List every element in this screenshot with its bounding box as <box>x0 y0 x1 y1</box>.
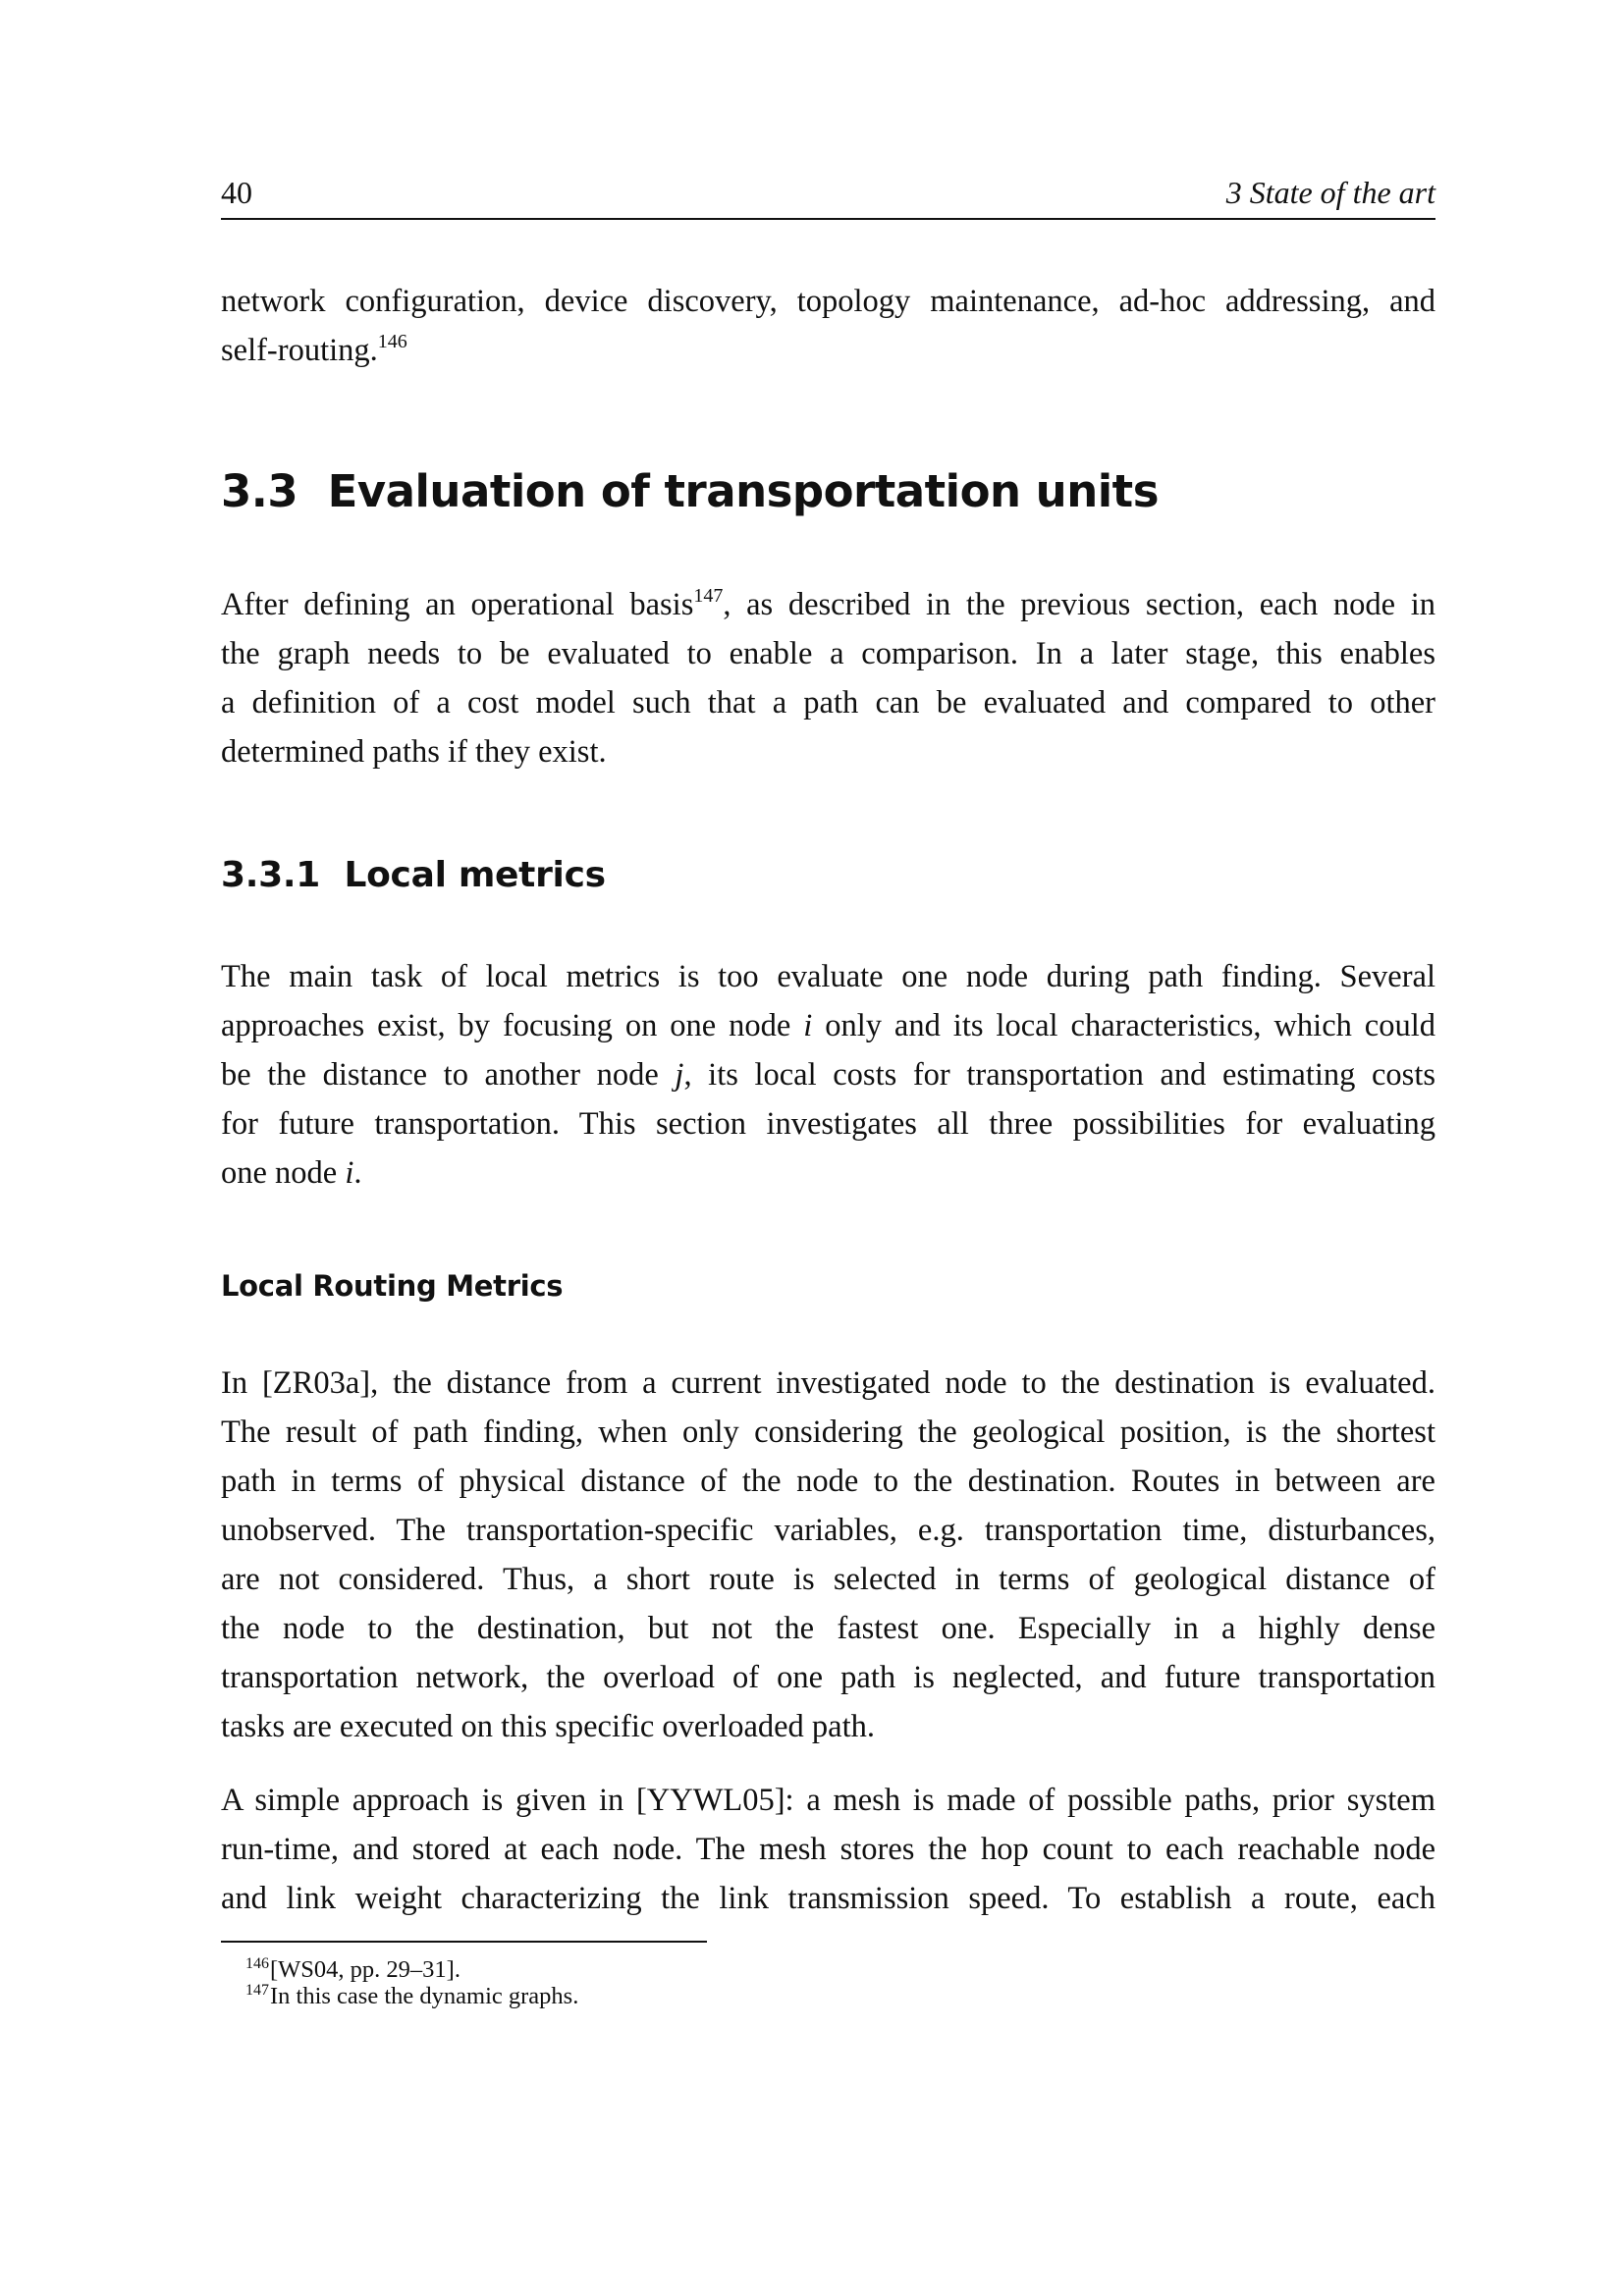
footnote-text: In this case the dynamic graphs. <box>270 1983 579 2009</box>
section-number: 3.3 <box>221 465 298 517</box>
text-run: only and its local characteristics, which could <box>812 1008 1436 1043</box>
footnote-number: 147 <box>245 1982 269 1999</box>
footnote-ref[interactable]: 147 <box>693 585 724 607</box>
math-variable: i <box>803 1008 813 1043</box>
footnote-rule <box>221 1941 707 1943</box>
text-line: transportation network, the overload of one path is neglected, and future transportation <box>221 1660 1435 1695</box>
footnote-text: [WS04, pp. 29–31]. <box>270 1956 460 1983</box>
text-line <box>221 1148 1435 1198</box>
text-run: , its local costs for transportation and estimating costs <box>683 1057 1435 1093</box>
text-run: be the distance to another node <box>221 1057 676 1093</box>
text-line: The main task of local metrics is too evaluate one node during path finding. Several <box>221 959 1435 994</box>
text-line: In [ZR03a], the distance from a current investigated node to the destination is evaluated. <box>221 1365 1435 1401</box>
text-line: the node to the destination, but not the fastest one. Especially in a highly dense <box>221 1611 1435 1646</box>
text-line: path in terms of physical distance of the node to the destination. Routes in between are <box>221 1464 1435 1499</box>
paragraph-heading: Local Routing Metrics <box>221 1269 564 1303</box>
footnote-146 <box>245 1956 1129 1983</box>
text-line <box>221 580 1435 629</box>
math-variable: i <box>345 1155 354 1191</box>
math-variable: j <box>675 1057 684 1093</box>
text-run: one node <box>221 1155 346 1191</box>
body-paragraph <box>221 1776 1435 1923</box>
running-head <box>221 175 1435 214</box>
text-line <box>221 326 1435 375</box>
text-run: approaches exist, by focusing on one node <box>221 1008 804 1043</box>
text-line: run-time, and stored at each node. The mesh stores the hop count to each reachable node <box>221 1832 1435 1867</box>
text-line <box>221 1050 1435 1099</box>
subsection-intro-paragraph <box>221 952 1435 1198</box>
text-line: tasks are executed on this specific overloaded path. <box>221 1709 875 1744</box>
text-line: determined paths if they exist. <box>221 734 607 770</box>
text-run: . <box>353 1155 362 1191</box>
footnotes <box>245 1956 1129 2009</box>
subsection-title: Local metrics <box>344 855 606 895</box>
subsection-number: 3.3.1 <box>221 855 320 895</box>
continuation-paragraph <box>221 277 1435 375</box>
text-line: for future transportation. This section investigates all three possibilities for evaluating <box>221 1106 1435 1142</box>
chapter-title: 3 State of the art <box>1225 175 1435 210</box>
body-paragraph <box>221 1359 1435 1751</box>
text-line: A simple approach is given in [YYWL05]: a mesh is made of possible paths, prior system <box>221 1783 1435 1818</box>
footnote-number: 146 <box>245 1955 269 1972</box>
section-title: Evaluation of transportation units <box>327 465 1159 517</box>
section-intro-paragraph <box>221 580 1435 776</box>
text-line: and link weight characterizing the link transmission speed. To establish a route, each <box>221 1881 1435 1916</box>
text-run: self-routing. <box>221 333 378 368</box>
footnote-147 <box>245 1983 1129 2009</box>
text-run: , as described in the previous section, each node in <box>723 587 1435 622</box>
section-heading <box>221 467 1159 516</box>
text-line: network configuration, device discovery, topology maintenance, ad-hoc addressing, and <box>221 284 1435 319</box>
subsection-heading <box>221 856 606 895</box>
page-number: 40 <box>221 175 252 210</box>
text-run: After defining an operational basis <box>221 587 694 622</box>
text-line: a definition of a cost model such that a path can be evaluated and compared to other <box>221 685 1435 721</box>
text-line: unobserved. The transportation-specific variables, e.g. transportation time, disturbances, <box>221 1513 1435 1548</box>
text-line <box>221 1001 1435 1050</box>
text-line: the graph needs to be evaluated to enable a comparison. In a later stage, this enables <box>221 636 1435 671</box>
text-line: are not considered. Thus, a short route is selected in terms of geological distance of <box>221 1562 1435 1597</box>
text-line: The result of path finding, when only considering the geological position, is the shortest <box>221 1415 1435 1450</box>
header-rule <box>221 218 1435 220</box>
footnote-ref[interactable]: 146 <box>377 331 407 352</box>
